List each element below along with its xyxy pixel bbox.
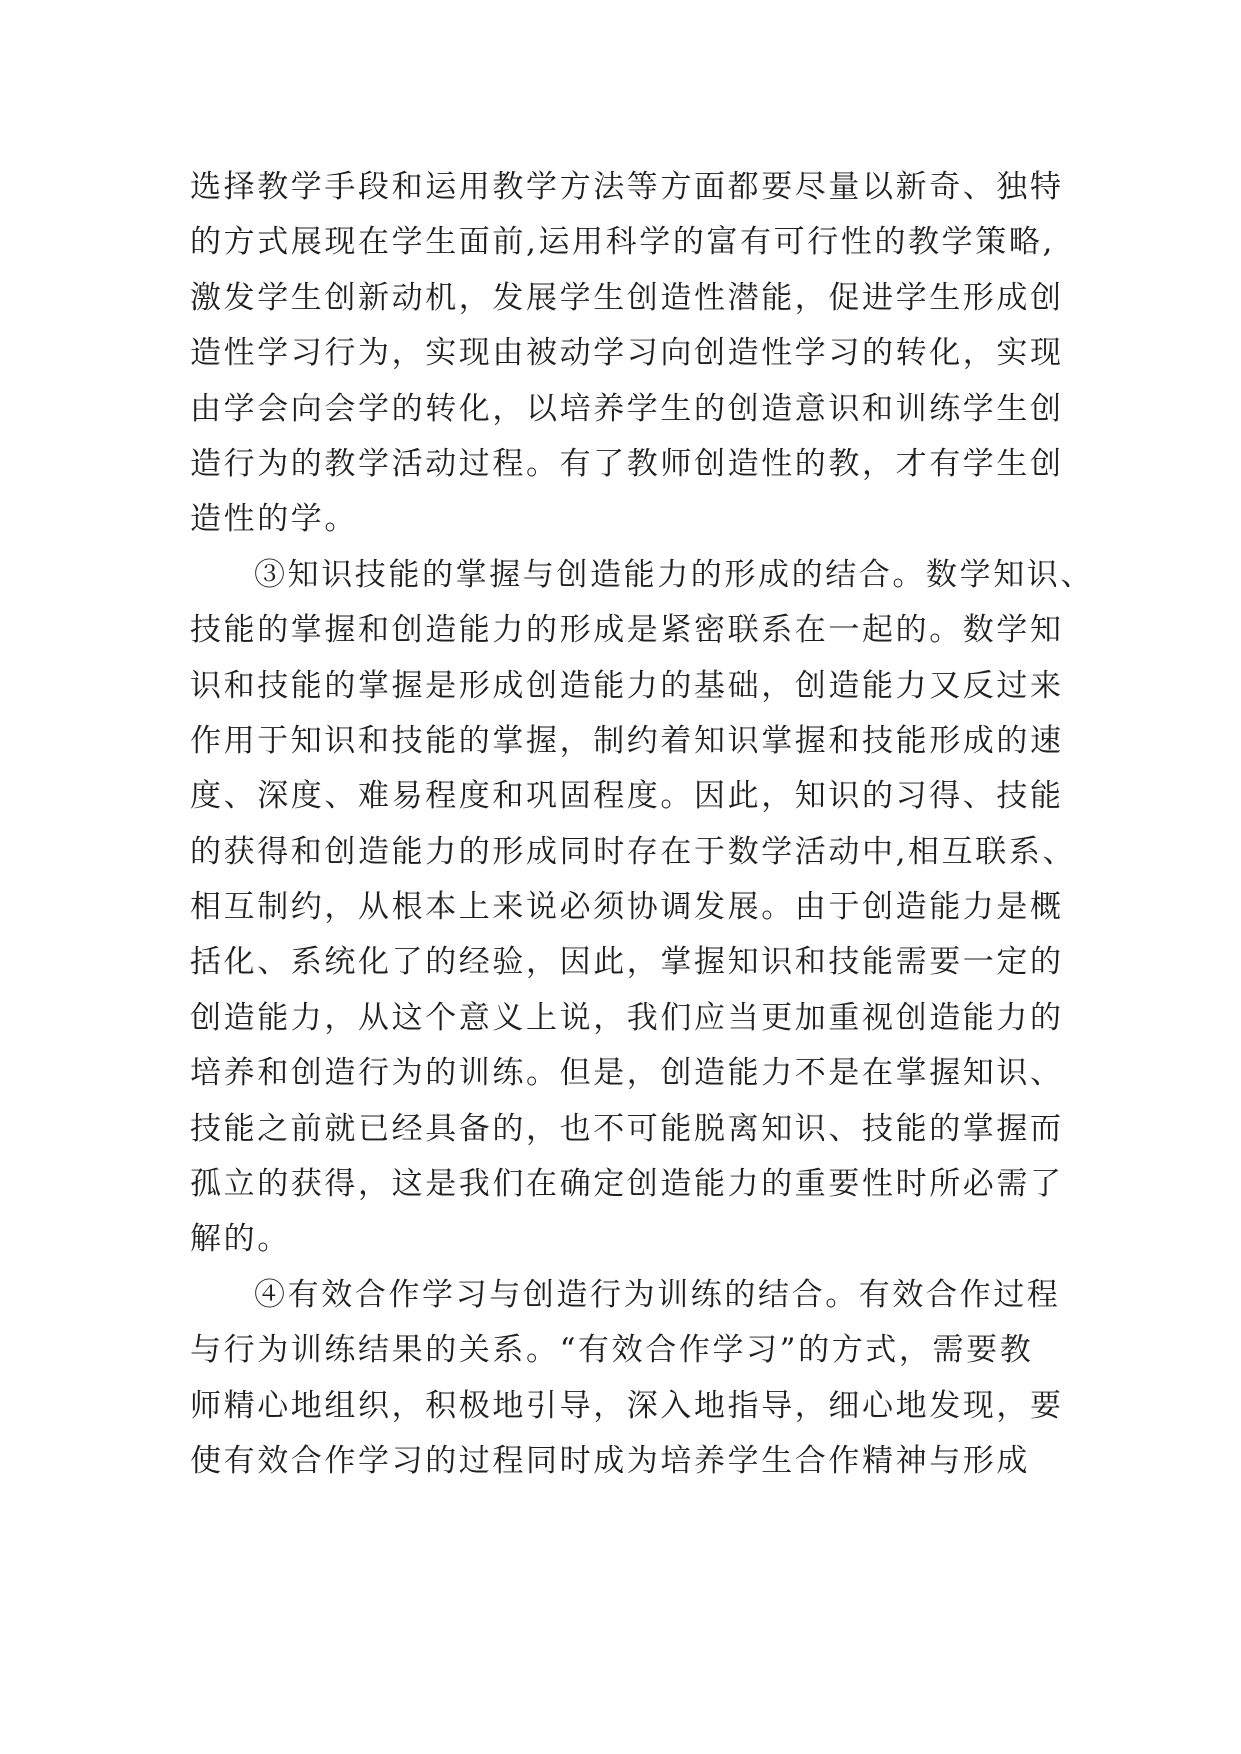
text-line: ③知识技能的掌握与创造能力的形成的结合。数学知识、 bbox=[254, 556, 1094, 593]
text-line: 识和技能的掌握是形成创造能力的基础，创造能力又反过来 bbox=[190, 667, 1064, 704]
text-line: 师精心地组织，积极地引导，深入地指导，细心地发现，要 bbox=[190, 1387, 1064, 1424]
text-line: 由学会向会学的转化，以培养学生的创造意识和训练学生创 bbox=[190, 390, 1064, 427]
text-line: 度、深度、难易程度和巩固程度。因此，知识的习得、技能 bbox=[190, 778, 1064, 815]
text-line: 技能的掌握和创造能力的形成是紧密联系在一起的。数学知 bbox=[190, 612, 1064, 649]
text-line: 括化、系统化了的经验，因此，掌握知识和技能需要一定的 bbox=[190, 944, 1064, 981]
text-line: 的获得和创造能力的形成同时存在于数学活动中,相互联系、 bbox=[190, 833, 1077, 870]
text-line: 造行为的教学活动过程。有了教师创造性的教，才有学生创 bbox=[190, 445, 1064, 482]
text-line: 造性的学。 bbox=[190, 501, 358, 538]
text-line: 技能之前就已经具备的，也不可能脱离知识、技能的掌握而 bbox=[190, 1110, 1064, 1147]
text-line: 解的。 bbox=[190, 1221, 291, 1258]
text-line: 与行为训练结果的关系。“有效合作学习”的方式，需要教 bbox=[190, 1332, 1034, 1369]
text-line: 培养和创造行为的训练。但是，创造能力不是在掌握知识、 bbox=[190, 1055, 1064, 1092]
text-line: 选择教学手段和运用教学方法等方面都要尽量以新奇、独特 bbox=[190, 169, 1064, 205]
text-line: 造性学习行为，实现由被动学习向创造性学习的转化，实现 bbox=[190, 335, 1064, 372]
text-line: 激发学生创新动机，发展学生创造性潜能，促进学生形成创 bbox=[190, 279, 1064, 316]
text-line: 作用于知识和技能的掌握，制约着知识掌握和技能形成的速 bbox=[190, 722, 1064, 759]
text-line: 孤立的获得，这是我们在确定创造能力的重要性时所必需了 bbox=[190, 1166, 1064, 1203]
text-line: 使有效合作学习的过程同时成为培养学生合作精神与形成 bbox=[190, 1442, 1030, 1479]
text-line: 的方式展现在学生面前,运用科学的富有可行性的教学策略, bbox=[190, 224, 1055, 261]
text-line: ④有效合作学习与创造行为训练的结合。有效合作过程 bbox=[254, 1276, 1061, 1313]
body-text bbox=[190, 160, 1094, 1489]
text-line: 相互制约，从根本上来说必须协调发展。由于创造能力是概 bbox=[190, 889, 1064, 926]
text-line: 创造能力，从这个意义上说，我们应当更加重视创造能力的 bbox=[190, 999, 1064, 1036]
